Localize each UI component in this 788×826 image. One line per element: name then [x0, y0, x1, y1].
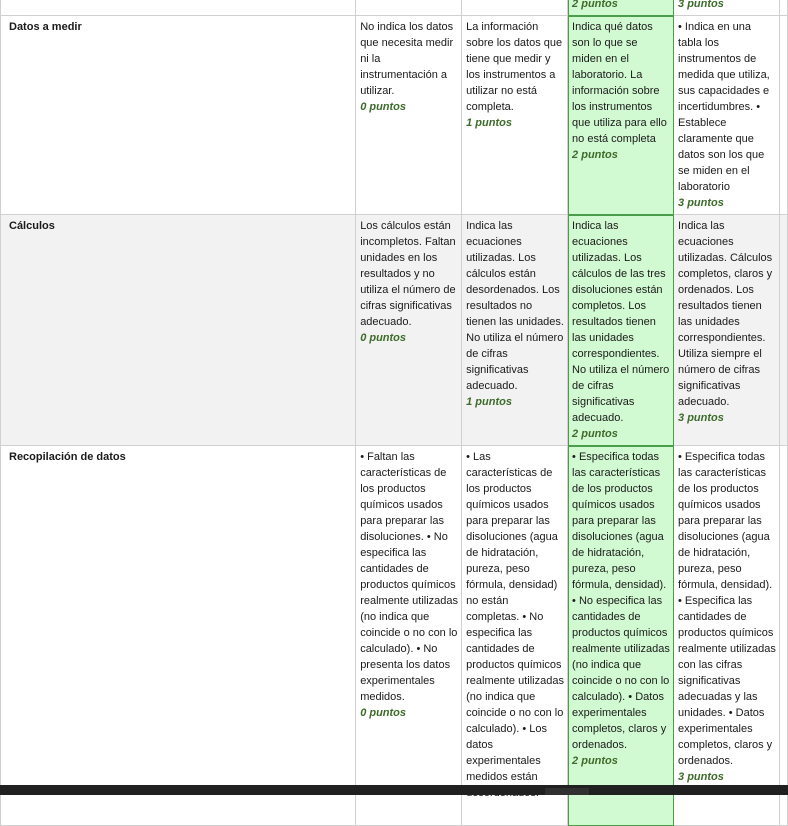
- points-label: 3 puntos: [678, 0, 724, 10]
- level-1-cell[interactable]: La información sobre los datos que tiene que medir y los instrumentos a utilizar no está completa. 1 puntos: [462, 16, 568, 215]
- points-label: 0 puntos: [360, 101, 407, 113]
- level-2-cell-selected[interactable]: Indica qué datos son lo que se miden en el laboratorio. La información sobre los instrumentos que utiliza para ello no está completa 2 puntos: [568, 16, 674, 215]
- level-2-cell-selected[interactable]: • Especifica todas las características de los productos químicos usados para preparar las disoluciones (agua de hidratación, pureza, peso fórmula, densidad). • No especifica las cantidades de productos químicos realmente utilizadas (no indica que coincide o no con lo calculado). • Datos experimentales completos, claros y ordenados. 2 puntos: [568, 446, 674, 826]
- points-label: 2 puntos: [572, 149, 618, 161]
- points-label: 1 puntos: [466, 117, 512, 129]
- level-2-cell-selected[interactable]: Indica las ecuaciones utilizadas. Los cálculos de las tres disoluciones están completos. Los resultados tienen las unidades correspondientes. No utiliza el número de cifras significativas adecuado. 2 puntos: [568, 215, 674, 446]
- criterion-cell: [1, 215, 356, 446]
- points-label: 1 puntos: [466, 396, 512, 408]
- rubric-row-recopilacion-de-datos: [1, 446, 788, 826]
- criterion-cell: [1, 16, 356, 215]
- row-edge: [779, 215, 787, 446]
- row-edge: [779, 16, 787, 215]
- points-label: 0 puntos: [360, 707, 407, 719]
- level-1-cell[interactable]: [462, 0, 568, 16]
- level-1-cell[interactable]: • Las características de los productos químicos usados para preparar las disoluciones (agua de hidratación, pureza, peso fórmula, densidad) no están completas. • No especifica las cantidades de productos químicos realmente utilizadas (no indica que coincide o no con lo calculado). • Los datos experimentales medidos están: [462, 446, 568, 826]
- taskbar: [0, 785, 788, 795]
- level-0-cell[interactable]: [356, 0, 462, 16]
- level-0-cell[interactable]: • Faltan las características de los productos químicos usados para preparar las disoluciones. • No especifica las cantidades de productos químicos realmente utilizadas (no indica que coincide o no con lo calculado). • No presenta los datos experimentales medidos. 0 puntos: [356, 446, 462, 826]
- level-1-cell[interactable]: Indica las ecuaciones utilizadas. Los cálculos están desordenados. Los resultados no tienen las unidades. No utiliza el número de cifras significativas adecuado. 1 puntos: [462, 215, 568, 446]
- taskbar-item[interactable]: [545, 788, 589, 795]
- level-2-cell-selected[interactable]: [568, 0, 674, 16]
- criterion-cell: [1, 446, 356, 826]
- level-3-cell[interactable]: Indica las ecuaciones utilizadas. Cálculos completos, claros y ordenados. Los resultados tienen las unidades correspondientes. Utiliza siempre el número de cifras significativas adecuado. 3 puntos: [674, 215, 780, 446]
- row-edge: [779, 0, 787, 16]
- points-label: 0 puntos: [360, 332, 407, 344]
- points-label: 3 puntos: [678, 412, 724, 424]
- level-3-cell[interactable]: [674, 0, 780, 16]
- rubric-row-calculos: [1, 215, 788, 446]
- rubric-row-datos-a-medir: [1, 16, 788, 215]
- points-label: 3 puntos: [678, 197, 724, 209]
- level-0-cell[interactable]: Los cálculos están incompletos. Faltan unidades en los resultados y no utiliza el número de cifras significativas adecuado. 0 puntos: [356, 215, 462, 446]
- level-3-cell[interactable]: • Indica en una tabla los instrumentos de medida que utiliza, sus capacidades e incertidumbres. • Establece claramente que datos son los que se miden en el laboratorio 3 puntos: [674, 16, 780, 215]
- criterion-cell: [1, 0, 356, 16]
- level-0-cell[interactable]: No indica los datos que necesita medir ni la instrumentación a utilizar. 0 puntos: [356, 16, 462, 215]
- level-3-cell[interactable]: • Especifica todas las características de los productos químicos usados para preparar las disoluciones (agua de hidratación, pureza, peso fórmula, densidad). • Especifica las cantidades de productos químicos realmente utilizadas con las cifras significativas adecuadas y las unidades. • Datos experimentales completos, claros y ordenados. 3 puntos: [674, 446, 780, 826]
- points-label: 2 puntos: [572, 428, 618, 440]
- points-label: 2 puntos: [572, 0, 618, 10]
- criterion-label: Recopilación de datos: [9, 451, 126, 463]
- rubric-row-top: [1, 0, 788, 16]
- criterion-label: Datos a medir: [9, 21, 82, 33]
- row-edge: [779, 446, 787, 826]
- points-label: 2 puntos: [572, 755, 618, 767]
- criterion-label: Cálculos: [9, 220, 55, 232]
- points-label: 3 puntos: [678, 771, 724, 783]
